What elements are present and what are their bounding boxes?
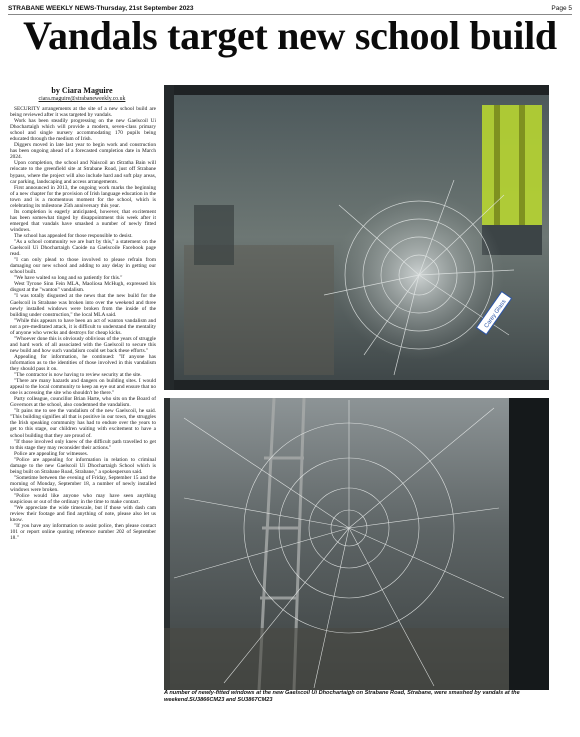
article-paragraph: "It pains me to see the vandalism of the new Gaelscoil, he said. "This building signifies all that is positive in our town, the struggles the Irish speaking community has had to endure over the years to get to this stage, our children waiting with excitement to have a school building that they are proud of. <box>10 408 156 439</box>
article-paragraph: "I was totally disgusted at the news that the new build for the Gaelscoil in Strabane was broken into over the weekend and three newly installed windows were broken from the inside of the building under construction," the local MLA said. <box>10 293 156 318</box>
article-paragraph: Police are appealing for witnesses. <box>14 450 89 457</box>
author-email-link[interactable]: ciara.maguire@strabaneweekly.co.uk <box>38 96 126 102</box>
article-paragraph: Its completion is eagerly anticipated, however, that excitement has been somewhat tinged by disappointment this week after it emerged that vandals have smashed a number of newly fitted windows. <box>10 208 156 233</box>
article-paragraph: "The contractor is now having to review security at the site. <box>14 372 142 379</box>
article-paragraph: "I can only plead to those involved to please refrain from damaging our new school and adding to any delay in getting our school built. <box>10 257 156 276</box>
smashed-window-illustration-top <box>164 85 549 390</box>
smashed-window-photo-top <box>164 85 549 390</box>
article-paragraph: "If you have any information to assist police, then please contact 101 or report online quoting reference number 202 of September 18." <box>10 523 156 542</box>
glazier-sticker-text: Carey Glass <box>483 298 508 330</box>
article-paragraph: The school has appealed for those responsible to desist. <box>14 232 133 239</box>
article-paragraph: "While this appears to have been an act of wanton vandalism and not a pre-meditated attack, it is difficult to understand the mentality of anyone who wrecks and destroys for cheap kicks. <box>10 317 156 336</box>
article-paragraph: Appealing for information, he continued: "If anyone has information as to the identities of those involved in this vandalism they should pass it on. <box>10 353 156 373</box>
page-number: Page 5 <box>551 5 572 12</box>
article-paragraph: Upon completion, the school and Naiscoil an tStratha Bain will relocate to the greenfield site at Strabane Road, just off Strabane bypass, where the project will also include hard and soft play areas, car parking, landscaping and access arrangements. <box>10 160 156 185</box>
headline: Vandals target new school build <box>23 13 557 58</box>
article-paragraph: "Whoever done this is obviously oblivious of the years of struggle and hard work of all associated with the Gaelscoil to secure this new build and how such vandalism could set back these efforts." <box>10 335 156 354</box>
smashed-window-illustration-bottom <box>164 398 549 690</box>
article-paragraph: Party colleague, councillor Brian Harte, who sits on the Board of Governors at the school, also condemned the vandalism. <box>10 396 156 409</box>
article-paragraph: First announced in 2013, the ongoing work marks the beginning of a new chapter for the provision of Irish language education in the town and is a momentous moment for the school, which is celebrating its milestone 25th anniversary this year. <box>10 184 156 209</box>
author-name: by Ciara Maguire <box>51 86 113 95</box>
article-paragraph: "As a school community we are hurt by this," a statement on the Gaelscoil Ui Dhochartaigh Caoide na Gaelscoile Facebook page read. <box>10 239 156 258</box>
byline <box>8 86 156 104</box>
article-paragraph: Diggers moved in late last year to begin work and construction has been ongoing ahead of a forecasted completion date in March 2024. <box>10 142 156 161</box>
article-paragraph: "Sometime between the evening of Friday, September 15 and the morning of Monday, September 18, a number of newly installed windows were broken. <box>10 474 156 493</box>
paper-date-line: STRABANE WEEKLY NEWS-Thursday, 21st September 2023 <box>8 5 194 12</box>
photo-caption: A number of newly-fitted windows at the new Gaelscoil Ui Dhochartaigh on Strabane Road, Strabane, were smashed by vandals at the weekend.SU3866CM23 and SU3867CM23 <box>164 690 520 703</box>
smashed-window-photo-bottom <box>164 398 549 690</box>
article-paragraph: "Police are appealing for information in relation to criminal damage to the new Gaelscoil Ui Dhochartaigh School which is being built on Strabane Road, Strabane," a spokesperson said. <box>10 456 156 475</box>
article-paragraph: "We have waited so long and so patiently for this." <box>14 275 123 282</box>
article-paragraph: "Police would like anyone who may have seen anything suspicious or out of the ordinary in the time to make contact. <box>10 493 156 506</box>
article-paragraph: "If those involved only knew of the difficult path travelled to get to this stage they may reconsider their actions." <box>10 438 156 451</box>
article-paragraph: SECURITY arrangements at the site of a new school build are being reviewed after it was targeted by vandals. <box>10 106 156 119</box>
article-paragraph: "We appreciate the wide timescale, but if those with dash cam review their footage and find anything of note, please also let us know. <box>10 505 156 524</box>
article-paragraph: "There are many hazards and dangers on building sites. I would appeal to the local community to keep an eye out and ensure that no one is accessing the site who shouldn't be there." <box>10 378 156 397</box>
article-paragraph: Work has been steadily progressing on the new Gaelscoil Ui Dhochartaigh which will provide a modern, seven-class primary school and single nursery accommodating 170 pupils being educated through the medium of Irish. <box>10 118 156 143</box>
article-body <box>10 106 156 734</box>
article-paragraph: West Tyrone Sinn Fein MLA, Maolíosa McHugh, expressed his disgust at the "wanton" vandalism. <box>10 281 156 294</box>
